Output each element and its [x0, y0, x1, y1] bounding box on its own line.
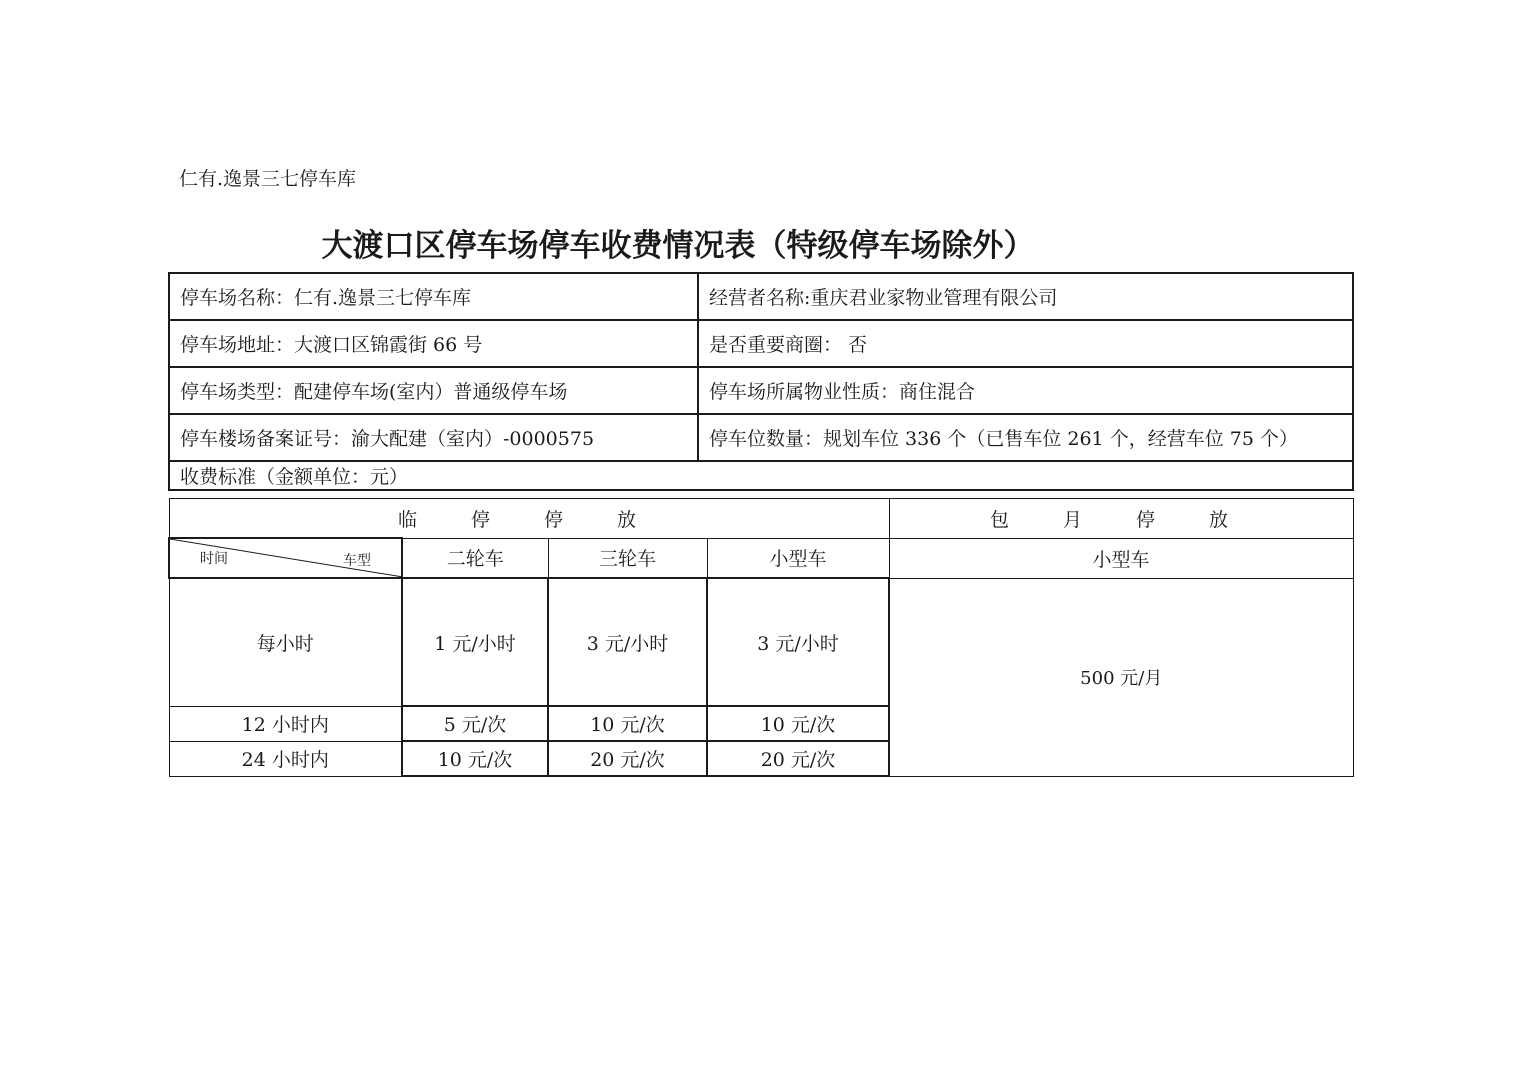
- vehicle-type-two-wheel: 二轮车: [402, 538, 548, 578]
- fee-12h-three-wheel: 10 元/次: [548, 706, 707, 741]
- diag-type-label: 车型: [343, 553, 371, 569]
- space-count: 停车位数量：规划车位 336 个（已售车位 261 个，经营车位 75 个）: [698, 414, 1353, 461]
- lot-type: 停车场类型：配建停车场(室内）普通级停车场: [169, 367, 698, 414]
- record-number: 停车楼场备案证号：渝大配建（室内）-0000575: [169, 414, 698, 461]
- lot-address: 停车场地址：大渡口区锦霞街 66 号: [169, 320, 698, 367]
- fee-24h-three-wheel: 20 元/次: [548, 741, 707, 776]
- period-24h: 24 小时内: [169, 741, 402, 776]
- business-district: 是否重要商圈： 否: [698, 320, 1353, 367]
- period-hourly: 每小时: [169, 578, 402, 706]
- fee-12h-two-wheel: 5 元/次: [402, 706, 548, 741]
- vehicle-type-small-car: 小型车: [707, 538, 889, 578]
- fee-12h-small-car: 10 元/次: [707, 706, 889, 741]
- fee-hourly-two-wheel: 1 元/小时: [402, 578, 548, 706]
- property-nature: 停车场所属物业性质：商住混合: [698, 367, 1353, 414]
- fee-table: [168, 498, 1354, 777]
- parking-info-table: [168, 272, 1354, 491]
- time-vehicle-diagonal-header: [169, 538, 402, 578]
- vehicle-type-three-wheel: 三轮车: [548, 538, 707, 578]
- diag-time-label: 时间: [200, 551, 228, 567]
- monthly-vehicle-type: 小型车: [889, 538, 1353, 578]
- period-12h: 12 小时内: [169, 706, 402, 741]
- temp-parking-header: 临 停 停 放: [169, 499, 889, 539]
- header-note: 仁有.逸景三七停车库: [179, 168, 357, 190]
- monthly-price: 500 元/月: [889, 578, 1353, 776]
- document-title: 大渡口区停车场停车收费情况表（特级停车场除外）: [321, 228, 1035, 264]
- fee-24h-two-wheel: 10 元/次: [402, 741, 548, 776]
- lot-name: 停车场名称：仁有.逸景三七停车库: [169, 273, 698, 320]
- operator-name: 经营者名称:重庆君业家物业管理有限公司: [698, 273, 1353, 320]
- fee-hourly-small-car: 3 元/小时: [707, 578, 889, 706]
- fee-24h-small-car: 20 元/次: [707, 741, 889, 776]
- fee-standard-label: 收费标准（金额单位：元）: [169, 461, 1353, 490]
- fee-hourly-three-wheel: 3 元/小时: [548, 578, 707, 706]
- monthly-parking-header: 包 月 停 放: [889, 499, 1353, 539]
